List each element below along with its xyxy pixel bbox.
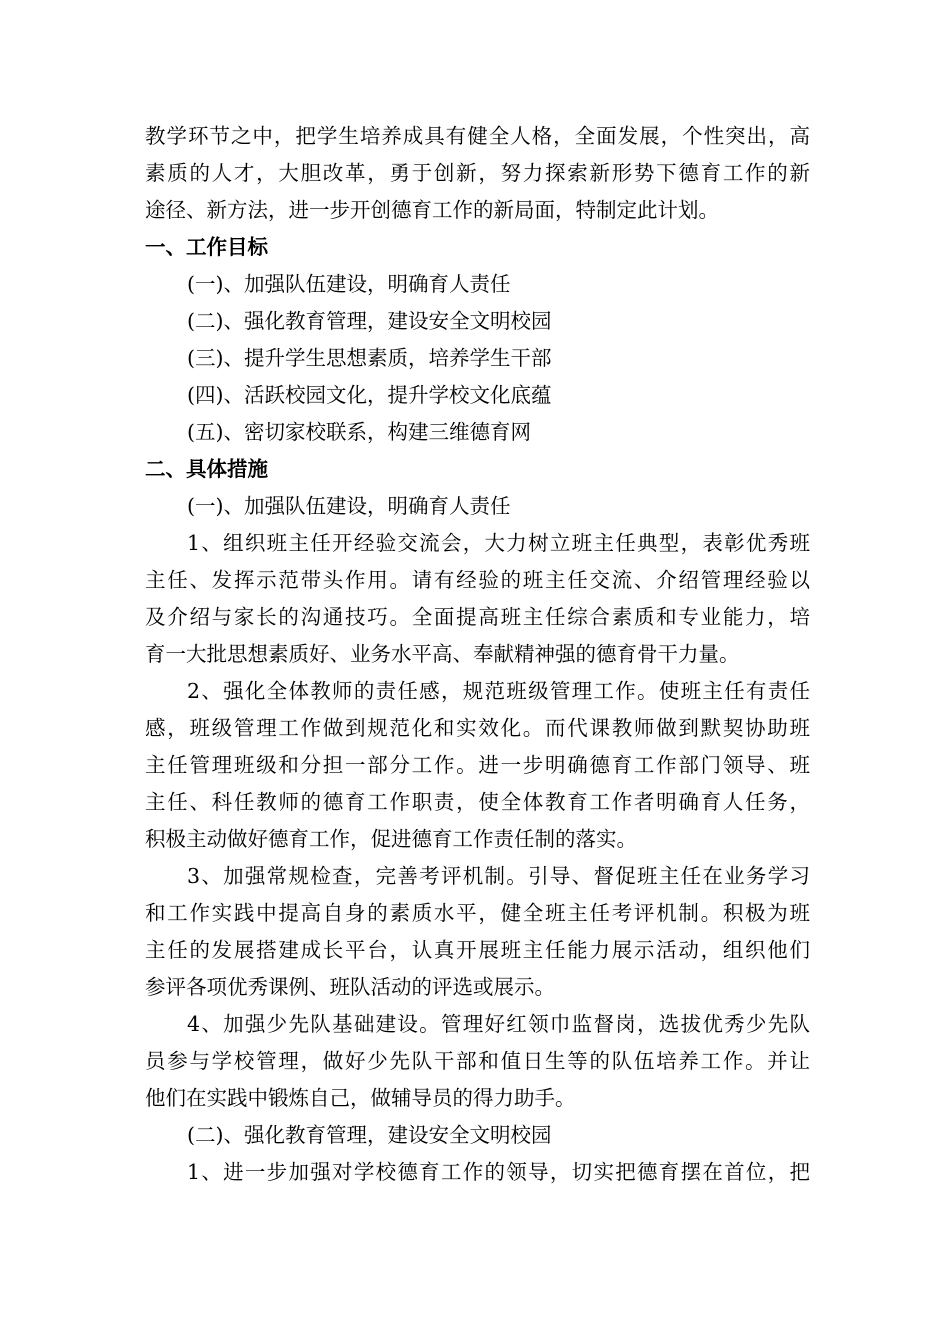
text-line: 3、加强常规检查，完善考评机制。引导、督促班主任在业务学习 [187,864,810,888]
text-line: 教学环节之中，把学生培养成具有健全人格，全面发展，个性突出，高 [145,124,810,148]
text-line: 员参与学校管理，做好少先队干部和值日生等的队伍培养工作。并让 [145,1049,810,1073]
text-line: 及介绍与家长的沟通技巧。全面提高班主任综合素质和专业能力，培 [145,605,810,629]
text-line: 主任管理班级和分担一部分工作。进一步明确德育工作部门领导、班 [145,753,810,777]
text-line: 1、进一步加强对学校德育工作的领导，切实把德育摆在首位，把 [187,1160,810,1184]
text-line: 他们在实践中锻炼自己，做辅导员的得力助手。 [145,1086,576,1110]
text-line: 4、加强少先队基础建设。管理好红领巾监督岗，选拔优秀少先队 [187,1012,810,1036]
text-line: 积极主动做好德育工作，促进德育工作责任制的落实。 [145,827,637,851]
text-line: (三)、提升学生思想素质，培养学生干部 [187,346,552,370]
text-line: 主任、科任教师的德育工作职责，使全体教育工作者明确育人任务， [145,790,810,814]
text-line: 1、组织班主任开经验交流会，大力树立班主任典型，表彰优秀班 [187,531,810,555]
text-line: 感，班级管理工作做到规范化和实效化。而代课教师做到默契协助班 [145,716,810,740]
section-heading: 一、工作目标 [145,235,268,259]
text-line: 育一大批思想素质好、业务水平高、奉献精神强的德育骨干力量。 [145,642,740,666]
document-page [145,118,810,1191]
text-line: 2、强化全体教师的责任感，规范班级管理工作。使班主任有责任 [187,679,810,703]
text-line: 主任的发展搭建成长平台，认真开展班主任能力展示活动，组织他们 [145,938,810,962]
text-line: 和工作实践中提高自身的素质水平，健全班主任考评机制。积极为班 [145,901,810,925]
text-line: (二)、强化教育管理，建设安全文明校园 [187,1123,552,1147]
text-line: (五)、密切家校联系，构建三维德育网 [187,420,531,444]
text-line: (二)、强化教育管理，建设安全文明校园 [187,309,552,333]
text-line: 素质的人才，大胆改革，勇于创新，努力探索新形势下德育工作的新 [145,161,810,185]
text-line: 参评各项优秀课例、班队活动的评选或展示。 [145,975,555,999]
text-line: (四)、活跃校园文化，提升学校文化底蕴 [187,383,552,407]
text-line: 主任、发挥示范带头作用。请有经验的班主任交流、介绍管理经验以 [145,568,810,592]
section-heading: 二、具体措施 [145,457,268,481]
text-line: (一)、加强队伍建设，明确育人责任 [187,272,511,296]
text-line: 途径、新方法，进一步开创德育工作的新局面，特制定此计划。 [145,198,719,222]
text-line: (一)、加强队伍建设，明确育人责任 [187,494,511,518]
